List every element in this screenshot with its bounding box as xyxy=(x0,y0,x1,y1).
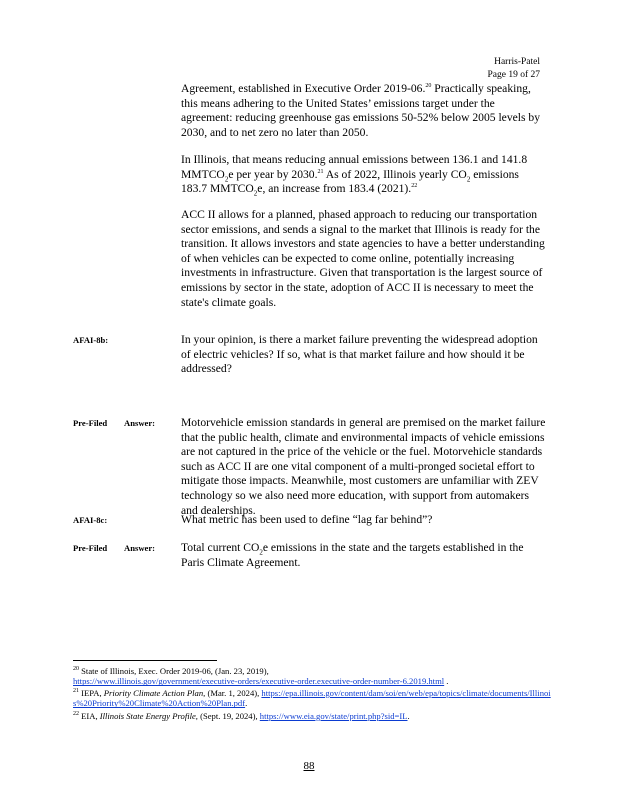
footnote-ref-21[interactable]: 21 xyxy=(317,168,324,175)
paragraph-illinois-emissions: In Illinois, that means reducing annual emissions between 136.1 and 141.8 $MMTCO_2e$ per year by 2030.21 As of 2022, Illinois yearly $CO_2$ emissions 183.7 $MMTCO_2e$, an increase from 183.4 (2021).$^{22}$ xyxy=(181,153,528,198)
question-text-8c: What metric has been used to define “lag far behind”? xyxy=(181,513,433,526)
header-name: Harris-Patel xyxy=(494,57,540,67)
answer-label-8c: Pre-Filed xyxy=(73,543,108,553)
question-text-8b: In your opinion, is there a market failure preventing the widespread adoption of electric vehicles? If so, what is that market failure and how should it be addressed? xyxy=(181,333,538,376)
question-label-8b: AFAI-8b: xyxy=(73,335,109,345)
footnote-divider xyxy=(73,660,217,661)
question-label-8c: AFAI-8c: xyxy=(73,515,108,525)
footnote-20-link[interactable]: https://www.illinois.gov/government/executive-orders/executive-order.executive-order-number-6.2019.html xyxy=(73,676,445,687)
footnote-ref-20[interactable]: 20 xyxy=(425,83,432,90)
footnote-ref-22[interactable]: 22 xyxy=(411,183,418,190)
answer-tag-8b: Answer: xyxy=(124,418,156,428)
paragraph-acc-ii: ACC II allows for a planned, phased approach to reducing our transportation sector emissions, and sends a signal to the market that Illinois is ready for the transition. It allows investors and state agencies to have a better understanding of when vehicles can be expected to come online, potentially increasing investments in infrastructure. Given that transportation is the largest source of emissions by sector in the state, adoption of ACC II is necessary to meet the state's climate goals. xyxy=(181,208,545,309)
footnote-22-link[interactable]: https://www.eia.gov/state/print.php?sid=IL xyxy=(259,711,408,721)
answer-tag-8c: Answer: xyxy=(124,543,156,553)
footnote-22: $^{22}$ EIA, Illinois State Energy Profile, (Sept. 19, 2024), https://www.eia.gov/state/print.php?sid=IL. xyxy=(73,711,410,721)
footnote-21: $^{21}$ IEPA, Priority Climate Action Plan, (Mar. 1, 2024), https://epa.illinois.gov/content/dam/soi/en/web/epa/topics/climate/documents/Illinois%20Priority%20Climate%20Action%20Plan.pdf. xyxy=(73,688,551,709)
footnote-21-link[interactable]: https://epa.illinois.gov/content/dam/soi/en/web/epa/topics/climate/documents/Illinois%20Priority%20Climate%20Action%20Plan.pdf xyxy=(73,688,551,709)
footnote-20: $^{20}$ State of Illinois, Exec. Order 2019-06, (Jan. 23, 2019), https://www.illinois.gov/government/executive-orders/executive-order.executive-order-number-6.2019.html . xyxy=(73,666,449,687)
paragraph-paris-target: Agreement, established in Executive Order 2019-06.20 Practically speaking, this means adhering to the United States’ emissions target under the agreement: reducing greenhouse gas emissions 50-52% below 2005 levels by 2030, and to net zero no later than 2050. xyxy=(181,82,540,139)
answer-text-8b: Motorvehicle emission standards in general are premised on the market failure that the public health, climate and environmental impacts of vehicle emissions are not captured in the price of the vehicle or the fuel. Motorvehicle standards such as ACC II are one vital component of a multi-pronged societal effort to mitigate those impacts. Meanwhile, most customers are unfamiliar with ZEV technology so we also need more education, with support from automakers and dealerships. xyxy=(181,416,546,517)
answer-text-8c: Total current $CO_2e$ emissions in the state and the targets established in the Paris Climate Agreement. xyxy=(181,541,524,569)
answer-label-8b: Pre-Filed xyxy=(73,418,108,428)
running-header xyxy=(487,56,540,82)
page-number: 88 xyxy=(303,760,315,772)
header-page: Page 19 of 27 xyxy=(487,70,540,80)
